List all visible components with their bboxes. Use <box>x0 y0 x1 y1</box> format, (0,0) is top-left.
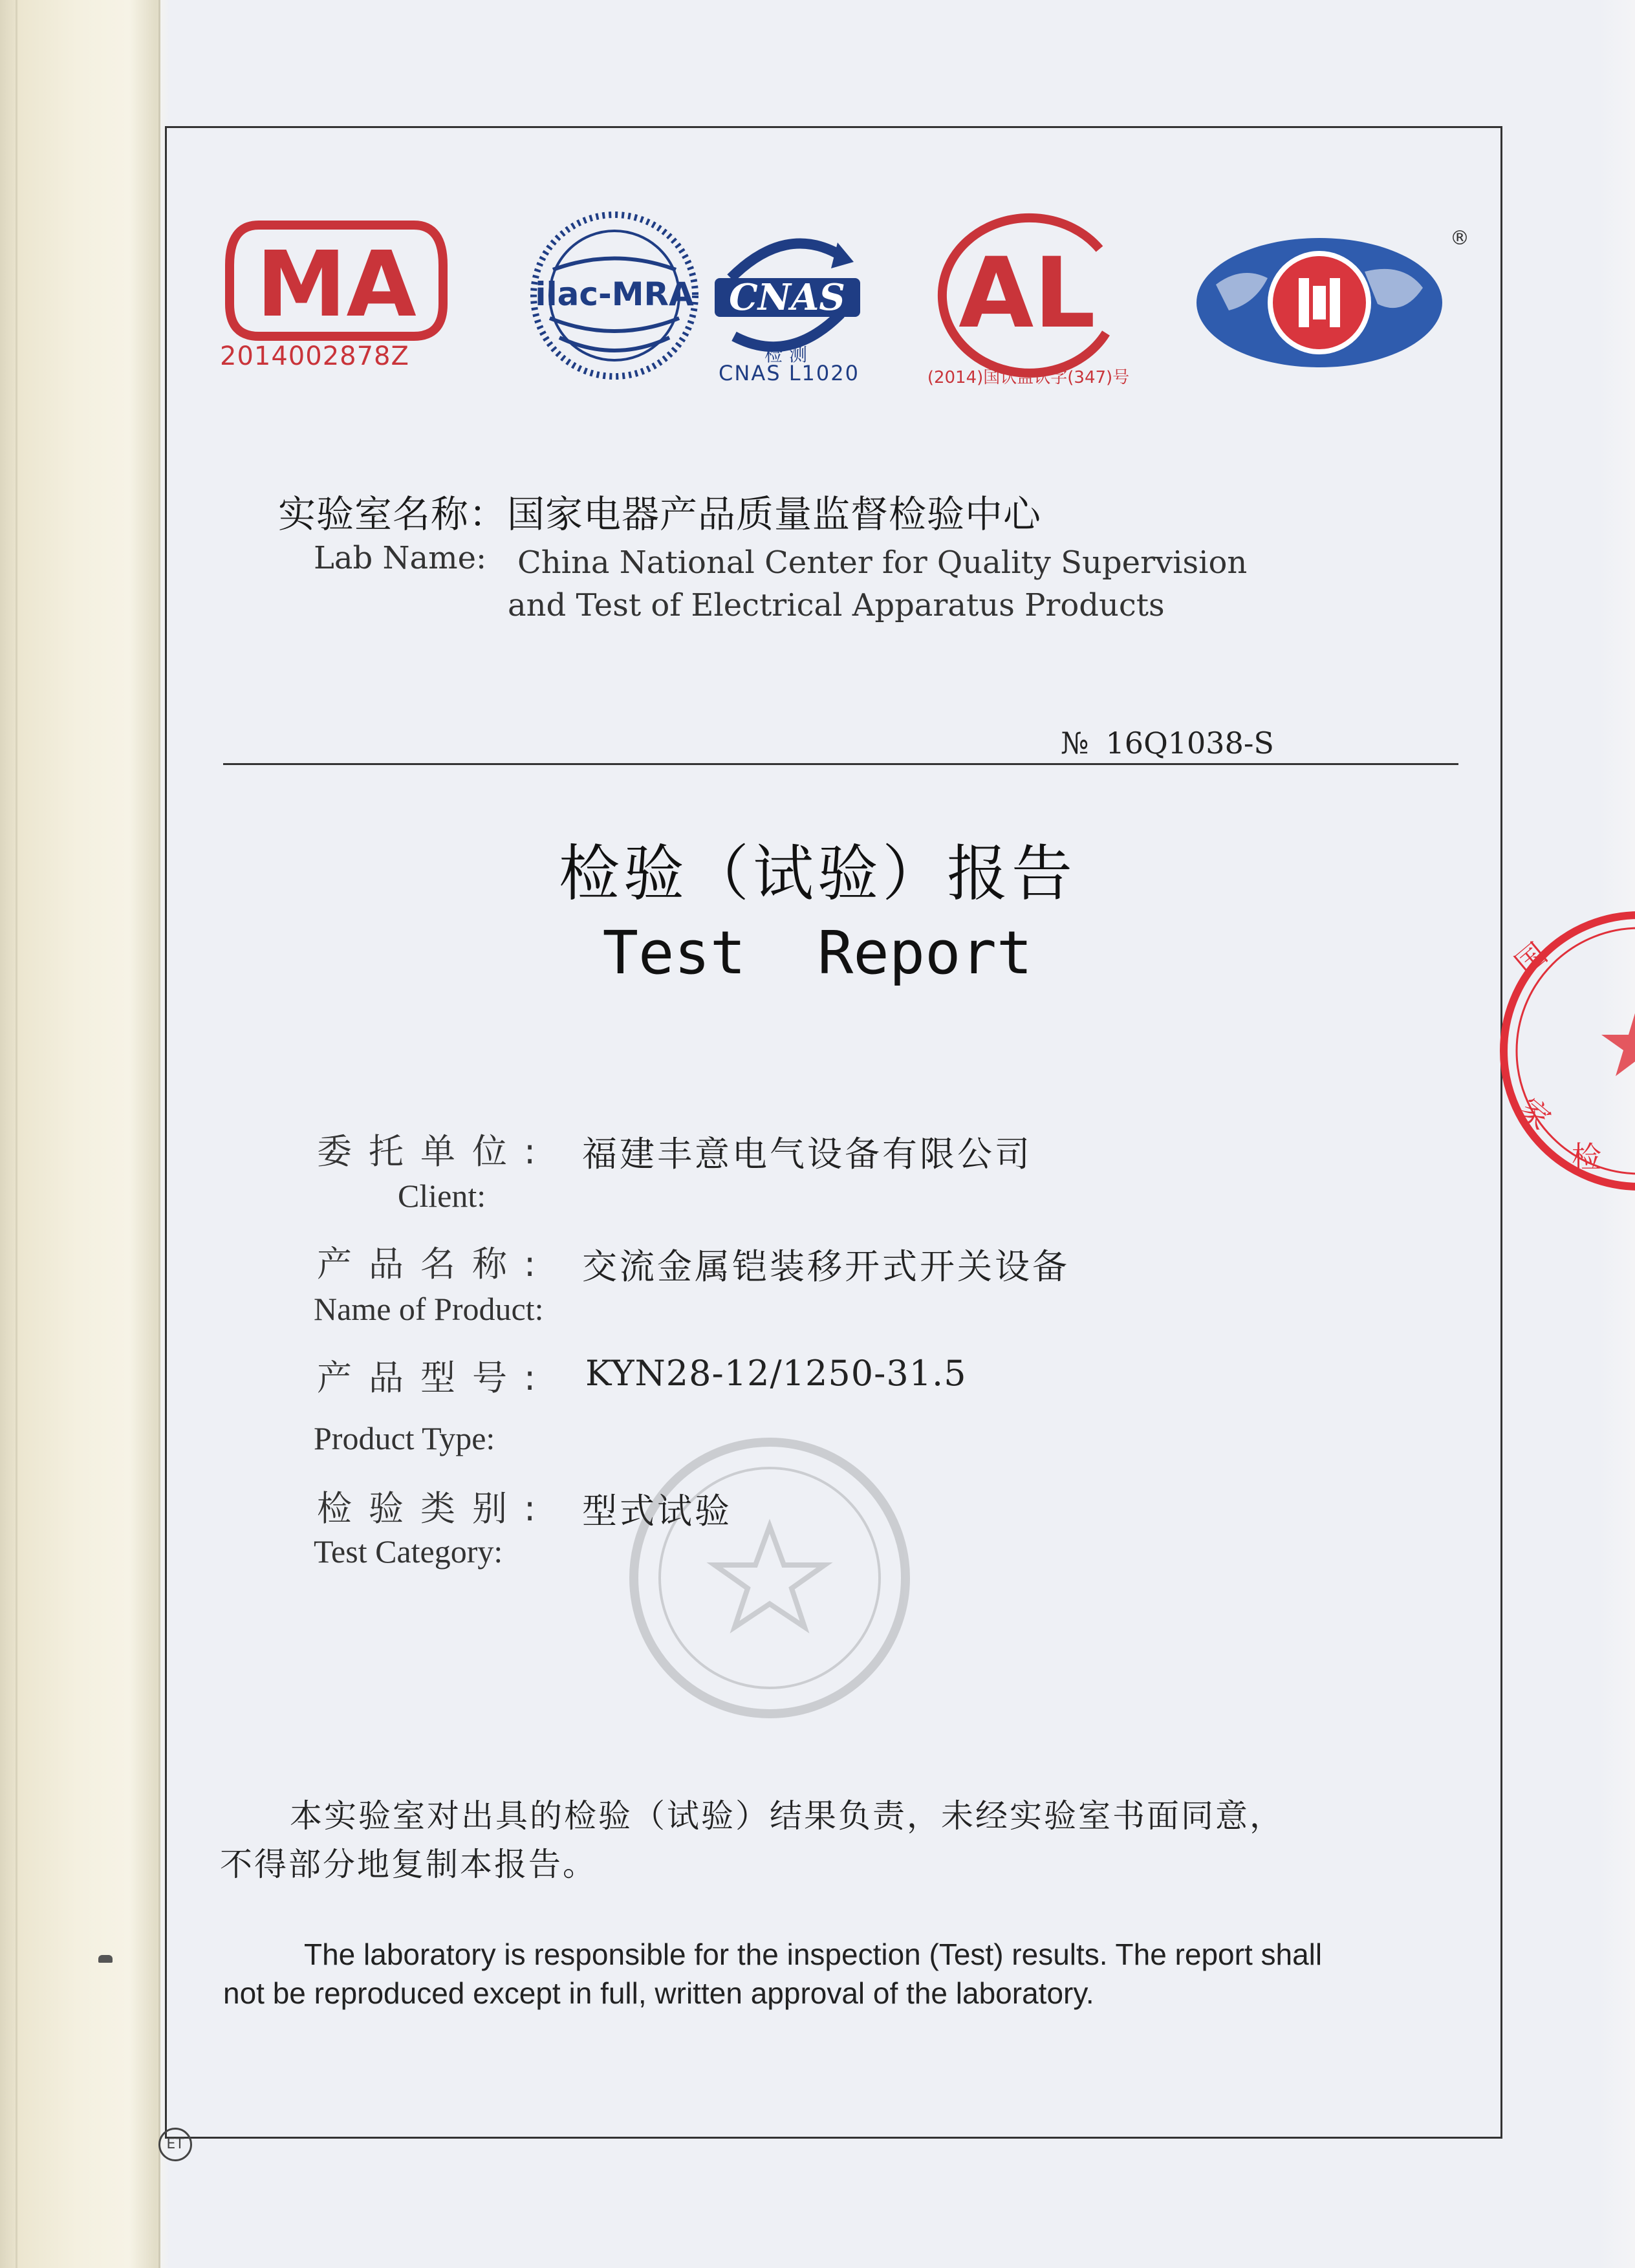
report-title-cn: 检验（试验）报告 <box>558 839 1076 909</box>
svg-text:家: 家 <box>1511 1091 1557 1137</box>
divider-line <box>223 763 1458 765</box>
disclaimer-cn-line2: 不得部分地复制本报告。 <box>220 1846 597 1883</box>
lab-name-cn-label: 实验室名称： <box>278 492 508 536</box>
svg-text:国: 国 <box>1508 936 1554 982</box>
staple-mark <box>98 1955 113 1963</box>
ilac-mra-logo <box>524 208 711 383</box>
client-label-en: Client: <box>398 1178 486 1214</box>
cma-logo-text: MA <box>256 232 417 338</box>
client-value: 福建丰意电气设备有限公司 <box>582 1134 1032 1174</box>
red-seal-stamp <box>1481 899 1635 1203</box>
cnas-logo-text: CNAS <box>729 276 845 319</box>
lab-name-cn <box>278 484 1041 538</box>
product-type-label-en: Product Type: <box>314 1420 495 1456</box>
ilac-logo-text: ilac-MRA <box>535 275 694 313</box>
binding-strip <box>0 0 160 2268</box>
test-category-value: 型式试验 <box>582 1491 732 1531</box>
disclaimer-cn-line1: 本实验室对出具的检验（试验）结果负责，未经实验室书面同意， <box>290 1797 1284 1835</box>
binding-crease <box>16 0 17 2268</box>
product-name-value: 交流金属铠装移开式开关设备 <box>582 1246 1070 1287</box>
number-sign: № <box>1061 726 1089 761</box>
product-type-value: KYN28-12/1250-31.5 <box>585 1353 967 1394</box>
cnas-subtitle: 检测 <box>764 344 814 365</box>
svg-text:检: 检 <box>1572 1139 1601 1174</box>
cal-code: (2014)国认监认字(347)号 <box>927 368 1130 387</box>
cal-logo-text: AL <box>958 237 1096 350</box>
registered-mark: ® <box>1450 227 1469 250</box>
test-category-label-en: Test Category: <box>314 1533 503 1570</box>
product-name-label-en: Name of Product: <box>314 1291 544 1327</box>
report-number <box>1061 726 1274 761</box>
product-name-label-cn: 产品名称: <box>317 1244 553 1284</box>
ccic-globe-logo <box>1190 226 1469 375</box>
cnas-code: CNAS L1020 <box>719 361 860 385</box>
lab-name-cn-value: 国家电器产品质量监督检验中心 <box>507 492 1042 536</box>
disclaimer-en-line2: not be reproduced except in full, written approval of the laboratory. <box>223 1976 1094 2010</box>
report-number-value: 16Q1038-S <box>1105 726 1274 761</box>
product-type-label-cn: 产品型号: <box>317 1357 553 1398</box>
report-title-en: Test Report <box>602 918 1033 988</box>
cma-code: 2014002878Z <box>220 341 409 371</box>
test-category-label-cn: 检验类别: <box>317 1488 553 1529</box>
lab-name-en-label: Lab Name: <box>314 540 487 576</box>
client-label-cn: 委托单位: <box>317 1131 553 1172</box>
disclaimer-en-line1: The laboratory is responsible for the inspection (Test) results. The report shall <box>304 1938 1323 1971</box>
et-footer-mark: ET <box>158 2128 192 2161</box>
embossed-seal <box>621 1429 918 1727</box>
lab-name-en-line1: China National Center for Quality Supervision <box>517 545 1248 581</box>
lab-name-en-line2: and Test of Electrical Apparatus Products <box>508 587 1165 623</box>
